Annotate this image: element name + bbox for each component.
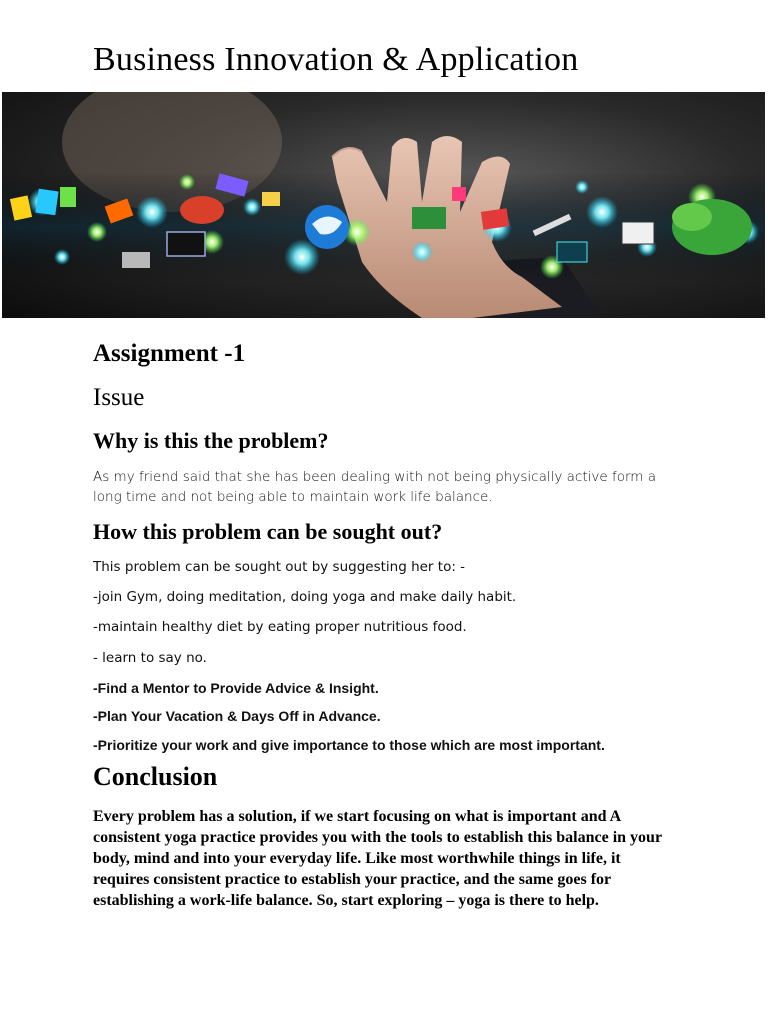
assignment-heading: Assignment -1	[93, 340, 246, 367]
hand-technology-illustration	[2, 92, 765, 318]
why-paragraph: As my friend said that she has been dealing with not being physically active form a long time and not being able to maintain work life balance.	[93, 469, 657, 505]
list-item: -Prioritize your work and give importance to those which are most important.	[93, 737, 605, 753]
how-heading: How this problem can be sought out?	[93, 519, 443, 544]
list-item: -join Gym, doing meditation, doing yoga and make daily habit.	[93, 589, 517, 605]
how-intro: This problem can be sought out by suggesting her to: -	[93, 559, 466, 575]
conclusion-heading: Conclusion	[93, 762, 218, 791]
why-heading: Why is this the problem?	[93, 428, 329, 453]
list-item: -maintain healthy diet by eating proper nutritious food.	[93, 619, 467, 635]
list-item: -Find a Mentor to Provide Advice & Insight.	[93, 680, 379, 696]
list-item: - learn to say no.	[93, 650, 207, 666]
banner-image	[2, 92, 765, 318]
document-title: Business Innovation & Application	[93, 41, 579, 78]
list-item: -Plan Your Vacation & Days Off in Advance.	[93, 708, 381, 724]
issue-heading: Issue	[93, 384, 145, 411]
conclusion-paragraph: Every problem has a solution, if we start focusing on what is important and A consistent yoga practice provides you with the tools to establish this balance in your body, mind and into your everyday life. Like most worthwhile things in life, it requires consistent practice to establish your practice, and the same goes for establishing a work-life balance. So, start exploring – yoga is there to help.	[93, 808, 662, 909]
